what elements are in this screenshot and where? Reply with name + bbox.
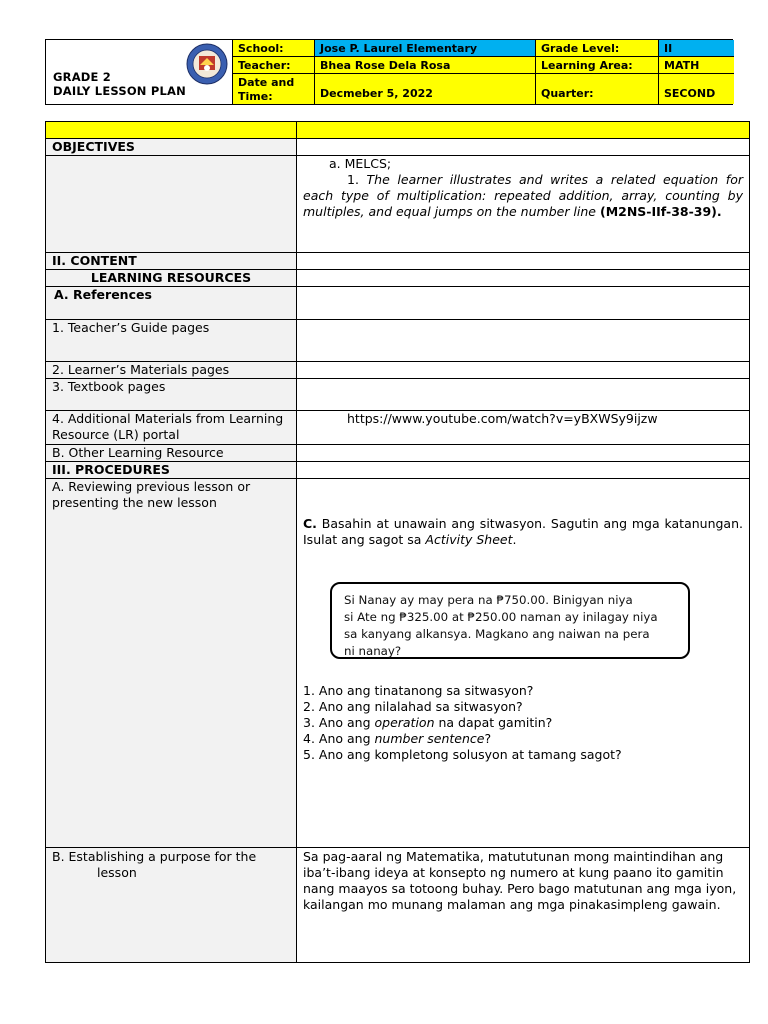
melcs-cell	[297, 156, 750, 253]
objectives-value	[297, 139, 750, 156]
learning-area-value: MATH	[658, 57, 734, 74]
additional-materials-link[interactable]: https://www.youtube.com/watch?v=yBXWSy9ijzw	[297, 411, 750, 445]
story-box: Si Nanay ay may pera na ₱750.00. Binigyan niya si Ate ng ₱325.00 at ₱250.00 naman ay inilagay niya sa kanyang alkansya. Magkano ang naiwan na pera ni nanay?	[330, 582, 690, 659]
learners-materials-row	[46, 362, 750, 379]
purpose-row	[46, 848, 750, 963]
resources-row	[46, 270, 750, 287]
learning-area-label: Learning Area:	[535, 57, 658, 74]
question-2: 2. Ano ang nilalahad sa sitwasyon?	[303, 699, 523, 714]
question-5: 5. Ano ang kompletong solusyon at tamang sagot?	[303, 747, 622, 762]
quarter-value: SECOND	[658, 74, 734, 104]
lesson-plan-header	[45, 39, 733, 105]
textbook-row	[46, 379, 750, 411]
question-1: 1. Ano ang tinatanong sa sitwasyon?	[303, 683, 534, 698]
activity-sheet-text: Activity Sheet	[425, 532, 513, 547]
content-label: II. CONTENT	[46, 253, 297, 270]
quarter-label: Quarter:	[535, 74, 658, 104]
objectives-label: OBJECTIVES	[46, 139, 297, 156]
procedures-value	[297, 462, 750, 479]
references-label: A. References	[46, 287, 297, 320]
learners-materials-value	[297, 362, 750, 379]
purpose-label-line-1: B. Establishing a purpose for the	[52, 849, 257, 864]
question-4-end: ?	[484, 731, 492, 746]
question-4-start: 4. Ano ang	[303, 731, 375, 746]
melcs-number: 1.	[347, 172, 359, 187]
situation-end: .	[512, 532, 517, 547]
learning-resources-label: LEARNING RESOURCES	[46, 270, 297, 287]
school-value: Jose P. Laurel Elementary	[314, 40, 535, 57]
header-right-cell	[297, 122, 750, 139]
question-3-italic: operation	[374, 715, 435, 730]
melcs-code: (M2NS-IIf-38-39).	[599, 204, 722, 219]
textbook-label: 3. Textbook pages	[46, 379, 297, 411]
resources-value	[297, 270, 750, 287]
document-title: GRADE 2 DAILY LESSON PLAN	[53, 70, 186, 98]
question-3-start: 3. Ano ang	[303, 715, 375, 730]
references-value	[297, 287, 750, 320]
melcs-text: The learner illustrates and writes a related equation for each type of multiplication: repeated addition, array, counting by multiples, and equal jumps on the number line	[303, 172, 743, 219]
table-header-row	[46, 122, 750, 139]
melcs-row	[46, 156, 750, 253]
additional-materials-label: 4. Additional Materials from Learning Resource (LR) portal	[46, 411, 297, 445]
question-4	[303, 731, 743, 747]
date-time-label: Date and Time:	[232, 74, 314, 104]
melcs-left-cell	[46, 156, 297, 253]
learners-materials-label: 2. Learner’s Materials pages	[46, 362, 297, 379]
textbook-value	[297, 379, 750, 411]
grade-level-value: II	[658, 40, 734, 57]
objectives-row	[46, 139, 750, 156]
teacher-value: Bhea Rose Dela Rosa	[314, 57, 535, 74]
grade-level-label: Grade Level:	[535, 40, 658, 57]
teachers-guide-value	[297, 320, 750, 362]
teachers-guide-label: 1. Teacher’s Guide pages	[46, 320, 297, 362]
date-time-value: Decmeber 5, 2022	[314, 74, 535, 104]
purpose-label-line-2: lesson	[97, 865, 137, 880]
other-resource-row	[46, 445, 750, 462]
content-value	[297, 253, 750, 270]
lesson-plan-table	[45, 121, 750, 963]
question-list	[303, 683, 743, 763]
additional-materials-row	[46, 411, 750, 445]
question-3-end: na dapat gamitin?	[434, 715, 553, 730]
teachers-guide-row	[46, 320, 750, 362]
purpose-text: Sa pag-aaral ng Matematika, matututunan mong maintindihan ang iba’t-ibang ideya at konsepto ng numero at kung paano ito gamitin nang maayos sa totoong buhay. Pero bago matutunan ang mga iyon, kailangan mo munang malaman ang mga pinakasimpleng gawain.	[297, 848, 750, 963]
references-row	[46, 287, 750, 320]
teacher-label: Teacher:	[232, 57, 314, 74]
situation-letter: C.	[303, 516, 317, 531]
school-label: School:	[232, 40, 314, 57]
procedures-row	[46, 462, 750, 479]
melcs-competency	[303, 172, 743, 220]
other-resource-label: B. Other Learning Resource	[46, 445, 297, 462]
header-left-cell	[46, 122, 297, 139]
header-title-cell	[46, 40, 232, 104]
deped-seal-icon	[186, 43, 228, 85]
procedures-label: III. PROCEDURES	[46, 462, 297, 479]
question-4-italic: number sentence	[374, 731, 485, 746]
review-row	[46, 479, 750, 848]
other-resource-value	[297, 445, 750, 462]
situation-text: Basahin at unawain ang sitwasyon. Sagutin ang mga katanungan. Isulat ang sagot sa	[303, 516, 743, 547]
purpose-label	[46, 848, 297, 963]
situation-instruction	[303, 516, 743, 548]
content-row	[46, 253, 750, 270]
question-3	[303, 715, 743, 731]
header-info-grid	[232, 40, 734, 104]
review-label: A. Reviewing previous lesson or presenting the new lesson	[46, 479, 297, 848]
review-content	[297, 479, 750, 848]
melcs-label: a. MELCS;	[329, 156, 392, 171]
